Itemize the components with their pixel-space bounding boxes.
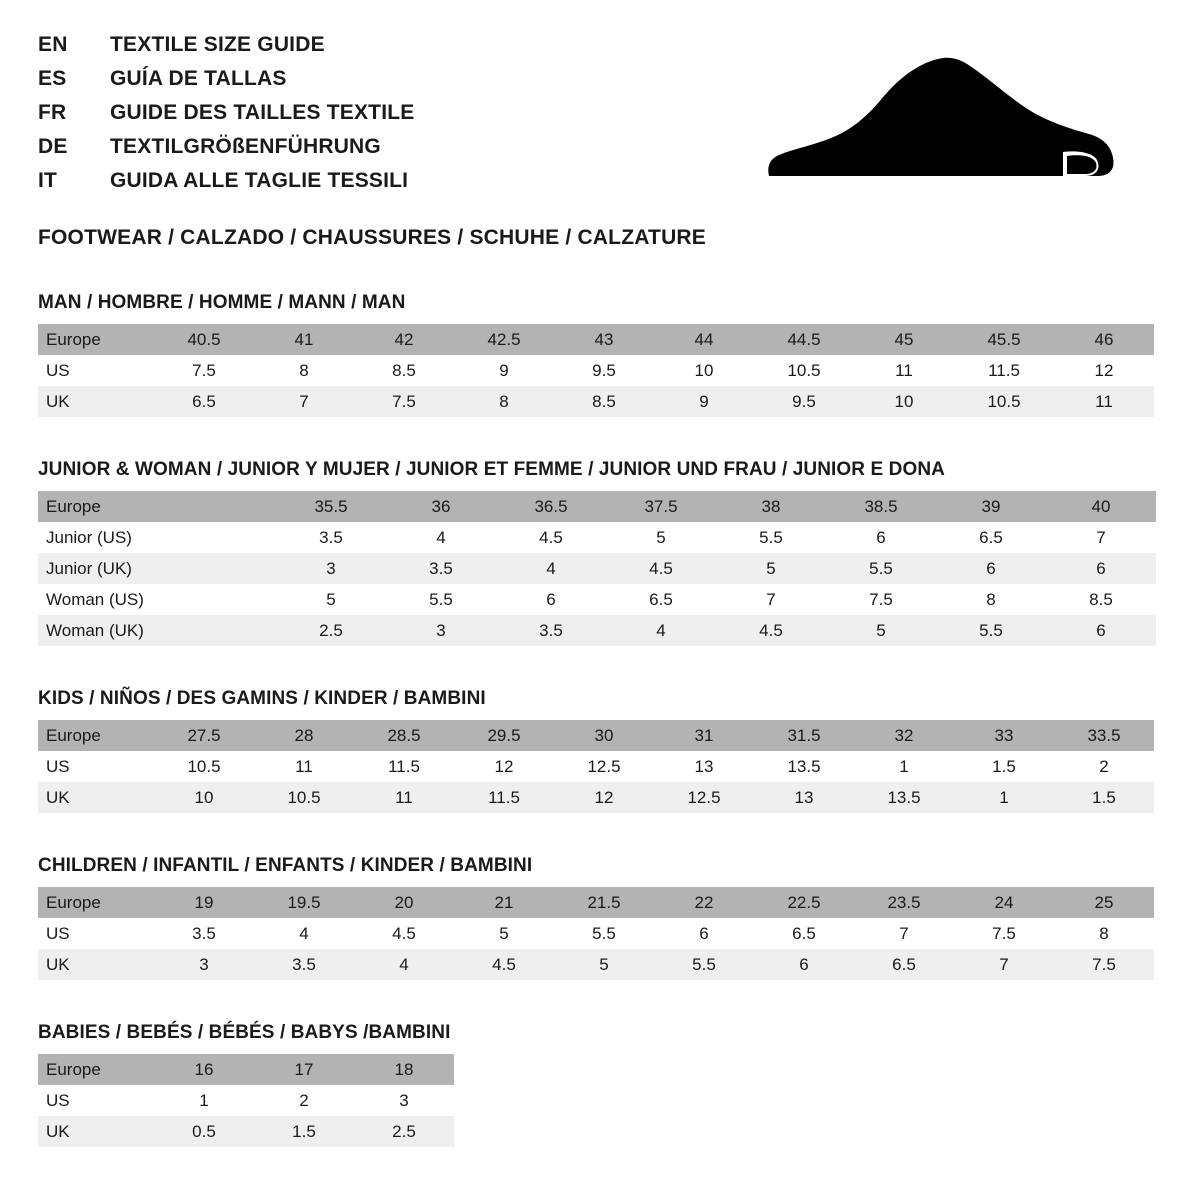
table-row [38,491,1156,522]
cell: 28 [254,720,354,751]
cell: 2.5 [276,615,386,646]
language-text-it: GUIDA ALLE TAGLIE TESSILI [110,169,409,192]
cell: 32 [854,720,954,751]
size-block-junior-woman [38,459,1162,646]
cell: 38.5 [826,491,936,522]
row-label: UK [38,782,154,813]
cell: 39 [936,491,1046,522]
row-label: Woman (UK) [38,615,166,646]
cell: 0.5 [154,1116,254,1147]
row-label: Europe [38,491,166,522]
row-label: UK [38,386,154,417]
cell: 7.5 [1054,949,1154,980]
row-label: Europe [38,887,154,918]
cell: 13.5 [754,751,854,782]
cell: 6 [654,918,754,949]
cell: 36.5 [496,491,606,522]
language-text-es: GUÍA DE TALLAS [110,67,287,90]
cell: 33.5 [1054,720,1154,751]
cell: 9 [654,386,754,417]
cell: 18 [354,1054,454,1085]
table-row [38,553,1156,584]
cell: 20 [354,887,454,918]
cell: 1.5 [254,1116,354,1147]
cell: 40 [1046,491,1156,522]
cell: 45.5 [954,324,1054,355]
cell: 24 [954,887,1054,918]
cell: 11.5 [354,751,454,782]
cell: 42.5 [454,324,554,355]
row-label: UK [38,949,154,980]
cell: 1 [954,782,1054,813]
cell: 8 [454,386,554,417]
cell: 7 [954,949,1054,980]
cell: 1.5 [954,751,1054,782]
cell: 8.5 [354,355,454,386]
size-table-babies [38,1054,454,1147]
row-label: US [38,751,154,782]
cell: 19 [154,887,254,918]
cell: 1 [854,751,954,782]
cell: 41 [254,324,354,355]
cell: 5.5 [936,615,1046,646]
cell: 21.5 [554,887,654,918]
cell: 10 [654,355,754,386]
cell: 3 [276,553,386,584]
table-row [38,782,1154,813]
row-label: Junior (US) [38,522,166,553]
cell: 10.5 [754,355,854,386]
cell: 4 [496,553,606,584]
cell: 43 [554,324,654,355]
language-code-en: EN [38,33,68,56]
cell: 12.5 [554,751,654,782]
cell: 22 [654,887,754,918]
language-code-fr: FR [38,101,67,124]
cell: 4 [254,918,354,949]
cell: 5 [454,918,554,949]
table-row [38,386,1154,417]
cell: 11 [354,782,454,813]
cell: 4.5 [606,553,716,584]
language-row-en [38,34,414,55]
language-row-fr [38,102,414,123]
row-label: Europe [38,324,154,355]
cell: 3 [354,1085,454,1116]
cell: 12 [454,751,554,782]
cell: 11.5 [954,355,1054,386]
table-row [38,751,1154,782]
cell: 38 [716,491,826,522]
row-label: Europe [38,1054,154,1085]
cell: 6.5 [154,386,254,417]
cell: 21 [454,887,554,918]
size-table-man [38,324,1154,417]
cell: 6.5 [754,918,854,949]
cell: 44.5 [754,324,854,355]
cell: 13.5 [854,782,954,813]
cell: 46 [1054,324,1154,355]
cell: 13 [754,782,854,813]
cell: 35.5 [276,491,386,522]
cell: 31.5 [754,720,854,751]
cell: 10 [854,386,954,417]
cell: 5 [276,584,386,615]
cell: 5 [826,615,936,646]
table-row [38,355,1154,386]
language-text-fr: GUIDE DES TAILLES TEXTILE [110,101,415,124]
cell: 3.5 [254,949,354,980]
size-table-children [38,887,1154,980]
size-block-children [38,855,1162,980]
language-text-de: TEXTILGRÖßENFÜHRUNG [110,135,381,158]
cell: 5.5 [654,949,754,980]
cell: 37.5 [606,491,716,522]
cell: 33 [954,720,1054,751]
cell: 6 [1046,615,1156,646]
cell: 5 [716,553,826,584]
row-label: US [38,1085,154,1116]
cell: 16 [154,1054,254,1085]
cell: 9 [454,355,554,386]
cell: 2.5 [354,1116,454,1147]
cell: 3.5 [386,553,496,584]
cell: 42 [354,324,454,355]
cell: 12.5 [654,782,754,813]
cell: 3.5 [276,522,386,553]
cell: 12 [554,782,654,813]
language-row-de [38,136,414,157]
cell: 6 [496,584,606,615]
cell: 6.5 [606,584,716,615]
size-table-junior-woman [38,491,1156,646]
row-label: UK [38,1116,154,1147]
cell: 45 [854,324,954,355]
language-title-list [38,34,414,204]
cell [166,615,276,646]
cell: 40.5 [154,324,254,355]
cell: 30 [554,720,654,751]
cell: 8 [254,355,354,386]
cell [166,491,276,522]
table-row [38,918,1154,949]
cell: 27.5 [154,720,254,751]
cell: 5 [606,522,716,553]
cell: 31 [654,720,754,751]
cell [166,584,276,615]
cell: 12 [1054,355,1154,386]
cell: 3 [386,615,496,646]
document-header [38,34,1162,204]
cell: 4 [606,615,716,646]
table-row [38,1085,454,1116]
cell: 29.5 [454,720,554,751]
block-title-babies: BABIES / BEBÉS / BÉBÉS / BABYS /BAMBINI [38,1022,451,1043]
table-row [38,522,1156,553]
cell: 36 [386,491,496,522]
block-title-children: CHILDREN / INFANTIL / ENFANTS / KINDER / BAMBINI [38,855,533,876]
cell: 11 [854,355,954,386]
table-row [38,1116,454,1147]
cell: 7 [254,386,354,417]
size-block-man [38,292,1162,417]
table-row [38,324,1154,355]
size-block-kids [38,688,1162,813]
row-label: US [38,355,154,386]
cell: 13 [654,751,754,782]
cell: 17 [254,1054,354,1085]
row-label: Europe [38,720,154,751]
row-label: Junior (UK) [38,553,166,584]
cell: 7 [854,918,954,949]
cell [166,522,276,553]
cell: 5.5 [716,522,826,553]
cell: 22.5 [754,887,854,918]
cell [166,553,276,584]
table-row [38,1054,454,1085]
cell: 44 [654,324,754,355]
row-label: Woman (US) [38,584,166,615]
cell: 10.5 [954,386,1054,417]
cell: 11.5 [454,782,554,813]
cell: 8.5 [1046,584,1156,615]
cell: 19.5 [254,887,354,918]
cell: 25 [1054,887,1154,918]
cell: 1.5 [1054,782,1154,813]
block-title-kids: KIDS / NIÑOS / DES GAMINS / KINDER / BAMBINI [38,688,486,709]
cell: 5.5 [554,918,654,949]
language-code-it: IT [38,169,58,192]
cell: 4 [386,522,496,553]
cell: 2 [1054,751,1154,782]
size-block-babies [38,1022,1162,1147]
cell: 6 [826,522,936,553]
cell: 10.5 [154,751,254,782]
cell: 5.5 [386,584,496,615]
block-title-junior-woman: JUNIOR & WOMAN / JUNIOR Y MUJER / JUNIOR ET FEMME / JUNIOR UND FRAU / JUNIOR E DONA [38,459,946,480]
table-row [38,720,1154,751]
cell: 7.5 [954,918,1054,949]
cell: 11 [1054,386,1154,417]
cell: 23.5 [854,887,954,918]
cell: 7 [716,584,826,615]
table-row [38,949,1154,980]
cell: 7 [1046,522,1156,553]
cell: 8 [1054,918,1154,949]
cell: 4.5 [496,522,606,553]
cell: 6.5 [854,949,954,980]
cell: 7.5 [154,355,254,386]
block-title-man: MAN / HOMBRE / HOMME / MANN / MAN [38,292,406,313]
cell: 8 [936,584,1046,615]
cell: 3 [154,949,254,980]
cell: 2 [254,1085,354,1116]
language-code-es: ES [38,67,67,90]
cell: 10.5 [254,782,354,813]
cell: 6 [1046,553,1156,584]
cell: 28.5 [354,720,454,751]
language-row-es [38,68,414,89]
cell: 1 [154,1085,254,1116]
cell: 6 [936,553,1046,584]
cell: 4.5 [454,949,554,980]
cell: 5.5 [826,553,936,584]
cell: 10 [154,782,254,813]
table-row [38,615,1156,646]
cell: 8.5 [554,386,654,417]
row-label: US [38,918,154,949]
table-row [38,584,1156,615]
dress-shoe-icon [767,56,1117,191]
cell: 5 [554,949,654,980]
cell: 11 [254,751,354,782]
cell: 4.5 [354,918,454,949]
cell: 7.5 [354,386,454,417]
language-row-it [38,170,414,191]
cell: 3.5 [154,918,254,949]
cell: 3.5 [496,615,606,646]
category-title: FOOTWEAR / CALZADO / CHAUSSURES / SCHUHE / CALZATURE [38,226,707,249]
cell: 4 [354,949,454,980]
cell: 6.5 [936,522,1046,553]
cell: 9.5 [554,355,654,386]
cell: 9.5 [754,386,854,417]
table-row [38,887,1154,918]
cell: 4.5 [716,615,826,646]
language-code-de: DE [38,135,68,158]
cell: 7.5 [826,584,936,615]
size-table-kids [38,720,1154,813]
language-text-en: TEXTILE SIZE GUIDE [110,33,325,56]
cell: 6 [754,949,854,980]
